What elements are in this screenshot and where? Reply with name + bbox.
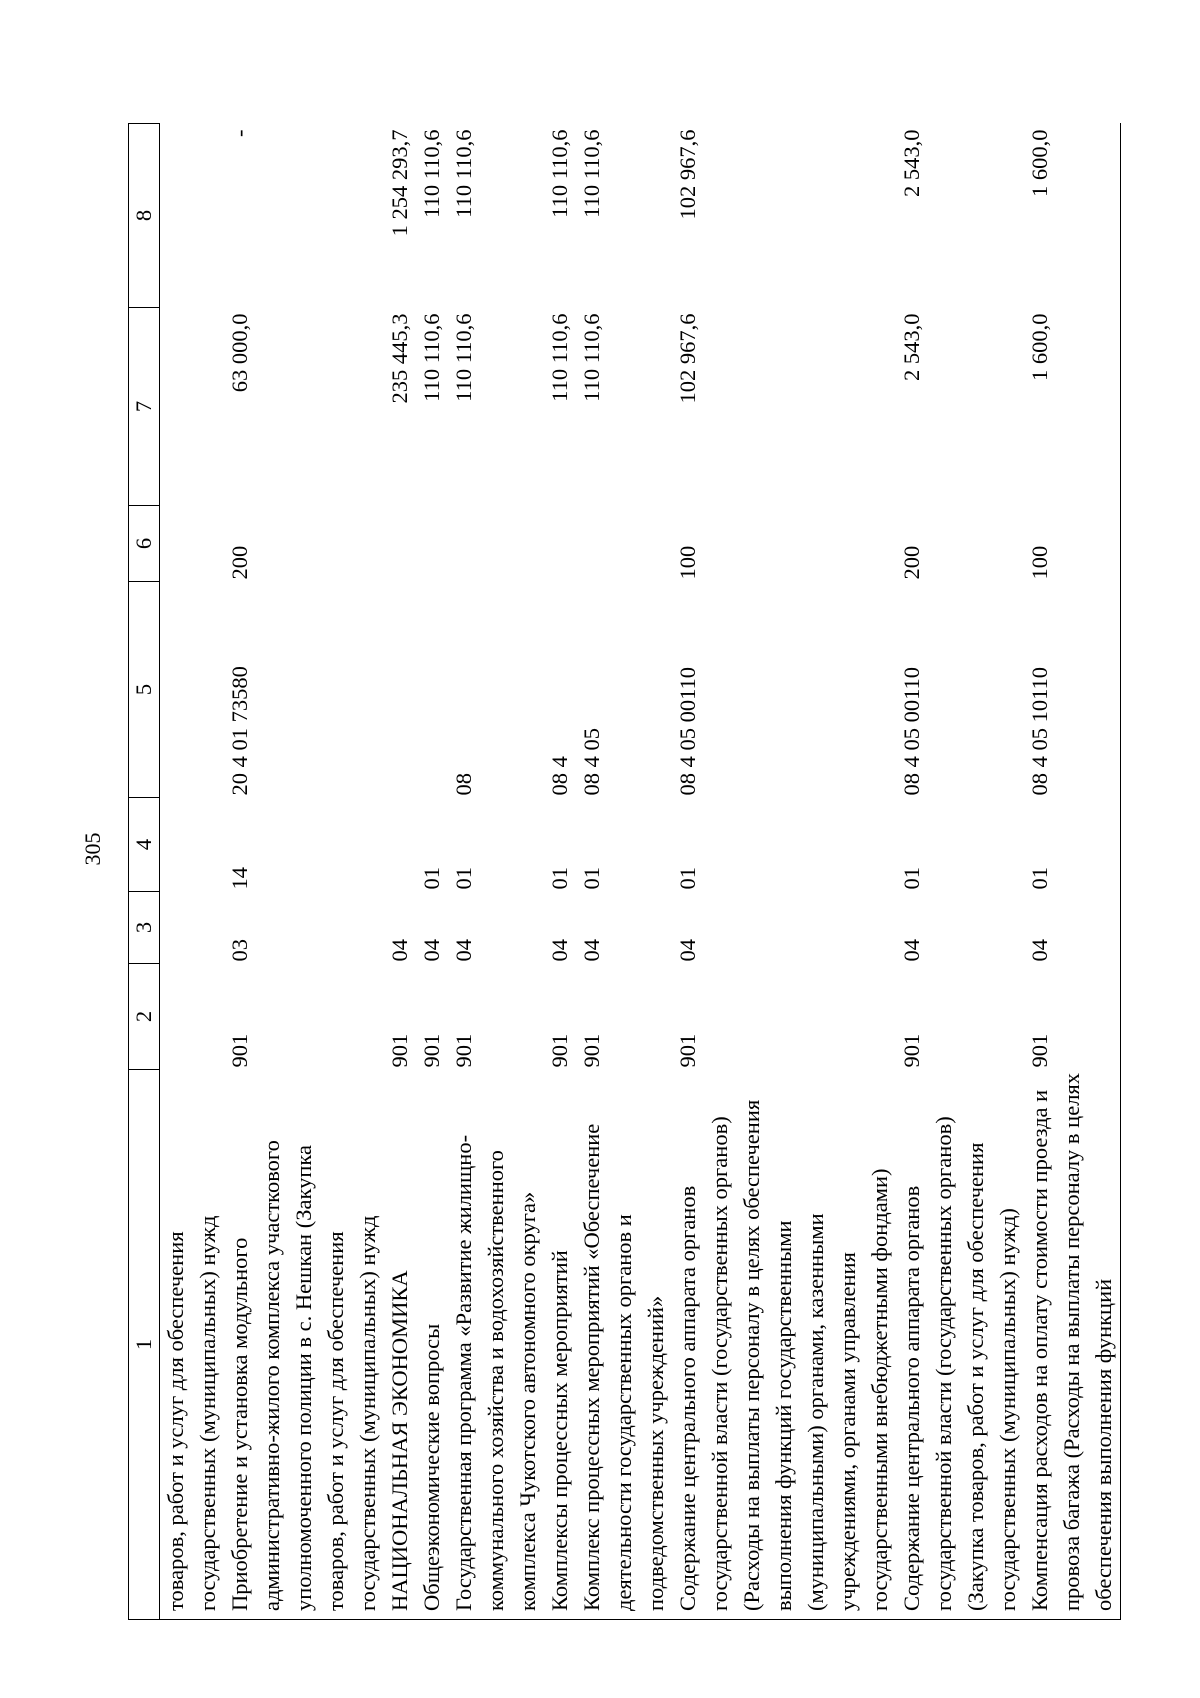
cell-c4 — [160, 798, 225, 892]
cell-c8: - — [227, 129, 252, 137]
cell-c2: 901 — [675, 1033, 700, 1068]
cell-c8: 1 254 293,7 — [387, 129, 412, 237]
cell-name: Государственная программа «Развитие жилищно-коммунального хозяйства и водохозяйственного комплекса Чукотского автономного округа» — [448, 1070, 544, 1620]
table-row — [544, 124, 576, 1620]
cell-c4: 14 — [227, 867, 252, 890]
cell-c3: 04 — [1024, 892, 1121, 964]
table-row — [448, 124, 544, 1620]
budget-table — [128, 123, 1121, 1620]
cell-c4: 01 — [547, 867, 572, 890]
header-cell: 8 — [129, 124, 160, 308]
cell-name: Приобретение и установка модульного административно-жилого комплекса участкового уполномоченного полиции в с. Нешкан (Закупка товаров, работ и услуг для обеспечения государственных (муниципальных) нужд — [224, 1070, 384, 1620]
header-cell: 6 — [129, 506, 160, 582]
table-row — [224, 124, 384, 1620]
header-cell: 5 — [129, 582, 160, 798]
table-row — [1024, 124, 1121, 1620]
cell-c7: 110 110,6 — [451, 313, 476, 402]
cell-c3: 04 — [675, 939, 700, 962]
cell-c8: 102 967,6 — [675, 129, 700, 220]
table-header-row — [129, 124, 160, 1620]
cell-name: Комплексы процессных мероприятий — [544, 1070, 576, 1620]
cell-c8: 110 110,6 — [419, 129, 444, 218]
cell-c8: 2 543,0 — [899, 129, 924, 197]
cell-c3: 04 — [451, 939, 476, 962]
table-row — [672, 124, 896, 1620]
cell-c5: 08 4 05 00110 — [675, 666, 700, 796]
cell-c3: 04 — [579, 939, 604, 962]
cell-c7: 1 600,0 — [1024, 308, 1121, 506]
cell-c5: 08 4 05 00110 — [899, 666, 924, 796]
cell-name: НАЦИОНАЛЬНАЯ ЭКОНОМИКА — [384, 1070, 416, 1620]
cell-c5 — [416, 582, 448, 798]
cell-c2: 901 — [387, 1033, 412, 1068]
cell-c3: 04 — [387, 939, 412, 962]
header-cell: 7 — [129, 308, 160, 506]
cell-c4: 01 — [419, 867, 444, 890]
cell-c3: 04 — [547, 939, 572, 962]
cell-c2 — [160, 964, 225, 1070]
header-cell: 4 — [129, 798, 160, 892]
cell-name: Содержание центрального аппарата органов государственной власти (государственных органов) (Закупка товаров, работ и услуг для обеспечения государственных (муниципальных) нужд) — [896, 1070, 1024, 1620]
table-row — [384, 124, 416, 1620]
table-row — [160, 124, 225, 1620]
cell-name: Компенсация расходов на оплату стоимости проезда и провоза багажа (Расходы на выплаты персоналу в целях обеспечения выполнения функций — [1024, 1070, 1121, 1620]
page-number: 305 — [80, 832, 105, 866]
cell-name: Общеэкономические вопросы — [416, 1070, 448, 1620]
header-cell: 3 — [129, 892, 160, 964]
cell-c2: 901 — [579, 1033, 604, 1068]
cell-c6: 200 — [899, 545, 924, 580]
cell-c7: 110 110,6 — [579, 313, 604, 402]
header-cell: 1 — [129, 1070, 160, 1620]
cell-c5 — [384, 582, 416, 798]
cell-c2: 901 — [899, 1033, 924, 1068]
cell-c4: 01 — [579, 867, 604, 890]
cell-c2: 901 — [451, 1033, 476, 1068]
cell-c4: 01 — [451, 867, 476, 890]
cell-c7: 110 110,6 — [419, 313, 444, 402]
cell-c7: 2 543,0 — [899, 313, 924, 381]
cell-c6: 200 — [227, 545, 252, 580]
cell-c5 — [160, 582, 225, 798]
cell-c3 — [160, 892, 225, 964]
cell-c3: 04 — [419, 939, 444, 962]
cell-c4: 01 — [899, 867, 924, 890]
cell-c6 — [160, 506, 225, 582]
cell-c7: 235 445,3 — [387, 313, 412, 404]
cell-c6 — [448, 506, 544, 582]
cell-c6 — [416, 506, 448, 582]
cell-c3: 04 — [899, 939, 924, 962]
cell-c7 — [160, 308, 225, 506]
cell-c2: 901 — [1024, 964, 1121, 1070]
cell-c4: 01 — [675, 867, 700, 890]
cell-name: Содержание центрального аппарата органов государственной власти (государственных органов) (Расходы на выплаты персоналу в целях обеспечения выполнения функций государственными (муниципальными) органами, казенными учреждениями, органами управления государственными внебюджетными фондами) — [672, 1070, 896, 1620]
cell-c6: 100 — [1024, 506, 1121, 582]
header-cell: 2 — [129, 964, 160, 1070]
cell-c2: 901 — [227, 1033, 252, 1068]
table-row — [576, 124, 672, 1620]
cell-c8: 110 110,6 — [579, 129, 604, 218]
cell-c2: 901 — [547, 1033, 572, 1068]
cell-c4 — [384, 798, 416, 892]
cell-c8: 110 110,6 — [547, 129, 572, 218]
cell-c5: 20 4 01 73580 — [227, 666, 252, 796]
table-row — [896, 124, 1024, 1620]
cell-name: товаров, работ и услуг для обеспечения государственных (муниципальных) нужд — [160, 1070, 225, 1620]
cell-c4: 01 — [1024, 798, 1121, 892]
cell-c7: 110 110,6 — [547, 313, 572, 402]
cell-c6 — [544, 506, 576, 582]
cell-name: Комплекс процессных мероприятий «Обеспечение деятельности государственных органов и подведомственных учреждений» — [576, 1070, 672, 1620]
cell-c6 — [576, 506, 672, 582]
cell-c5: 08 4 — [547, 756, 572, 796]
cell-c6: 100 — [675, 545, 700, 580]
cell-c5: 08 4 05 — [579, 728, 604, 796]
cell-c8 — [160, 124, 225, 308]
cell-c5: 08 4 05 10110 — [1024, 582, 1121, 798]
cell-c7: 63 000,0 — [227, 313, 252, 393]
cell-c2: 901 — [419, 1033, 444, 1068]
cell-c8: 1 600,0 — [1024, 124, 1121, 308]
cell-c6 — [384, 506, 416, 582]
cell-c7: 102 967,6 — [675, 313, 700, 404]
cell-c3: 03 — [227, 939, 252, 962]
cell-c8: 110 110,6 — [451, 129, 476, 218]
cell-c5: 08 — [451, 773, 476, 796]
table-row — [416, 124, 448, 1620]
